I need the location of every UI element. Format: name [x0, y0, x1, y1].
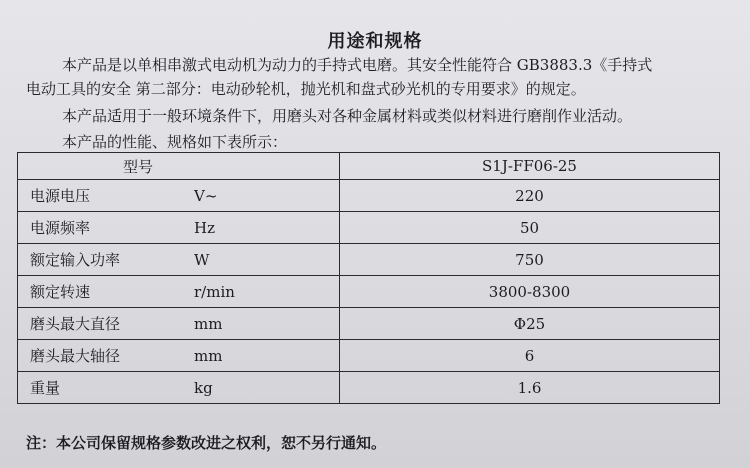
spec-table [17, 152, 720, 404]
section-title: 用途和规格 [327, 31, 423, 52]
spec-unit: mm [182, 308, 340, 340]
table-row [18, 308, 720, 340]
spec-value: Φ25 [340, 308, 720, 340]
spec-unit: W [182, 244, 340, 276]
table-row [18, 340, 720, 372]
spec-name: 电源电压 [18, 180, 183, 212]
table-row [18, 180, 720, 212]
spec-name: 磨头最大轴径 [18, 340, 183, 372]
spec-value: 1.6 [340, 372, 720, 404]
spec-unit: kg [182, 372, 340, 404]
spec-name: 额定输入功率 [18, 244, 183, 276]
spec-unit: V~ [182, 180, 340, 212]
spec-name: 额定转速 [18, 276, 183, 308]
spec-value: 750 [340, 244, 720, 276]
spec-value: 6 [340, 340, 720, 372]
model-label: 型号 [18, 153, 340, 180]
intro-paragraph-line-1: 本产品是以单相串激式电动机为动力的手持式电磨。其安全性能符合 GB3883.3《手持式 [62, 56, 653, 74]
spec-value: 50 [340, 212, 720, 244]
usage-paragraph: 本产品适用于一般环境条件下，用磨头对各种金属材料或类似材料进行磨削作业活动。 [62, 107, 633, 125]
spec-unit: Hz [182, 212, 340, 244]
spec-name: 磨头最大直径 [18, 308, 183, 340]
spec-name: 电源频率 [18, 212, 183, 244]
intro-paragraph-line-2: 电动工具的安全 第二部分：电动砂轮机，抛光机和盘式砂光机的专用要求》的规定。 [26, 80, 586, 98]
table-row [18, 212, 720, 244]
table-intro: 本产品的性能、规格如下表所示： [62, 133, 288, 151]
table-header-row [18, 153, 720, 180]
spec-value: 3800-8300 [340, 276, 720, 308]
spec-unit: r/min [182, 276, 340, 308]
table-row [18, 276, 720, 308]
spec-name: 重量 [18, 372, 183, 404]
table-row [18, 244, 720, 276]
model-value: S1J-FF06-25 [340, 153, 720, 180]
table-row [18, 372, 720, 404]
spec-unit: mm [182, 340, 340, 372]
spec-value: 220 [340, 180, 720, 212]
footnote: 注：本公司保留规格参数改进之权利，恕不另行通知。 [26, 434, 387, 452]
